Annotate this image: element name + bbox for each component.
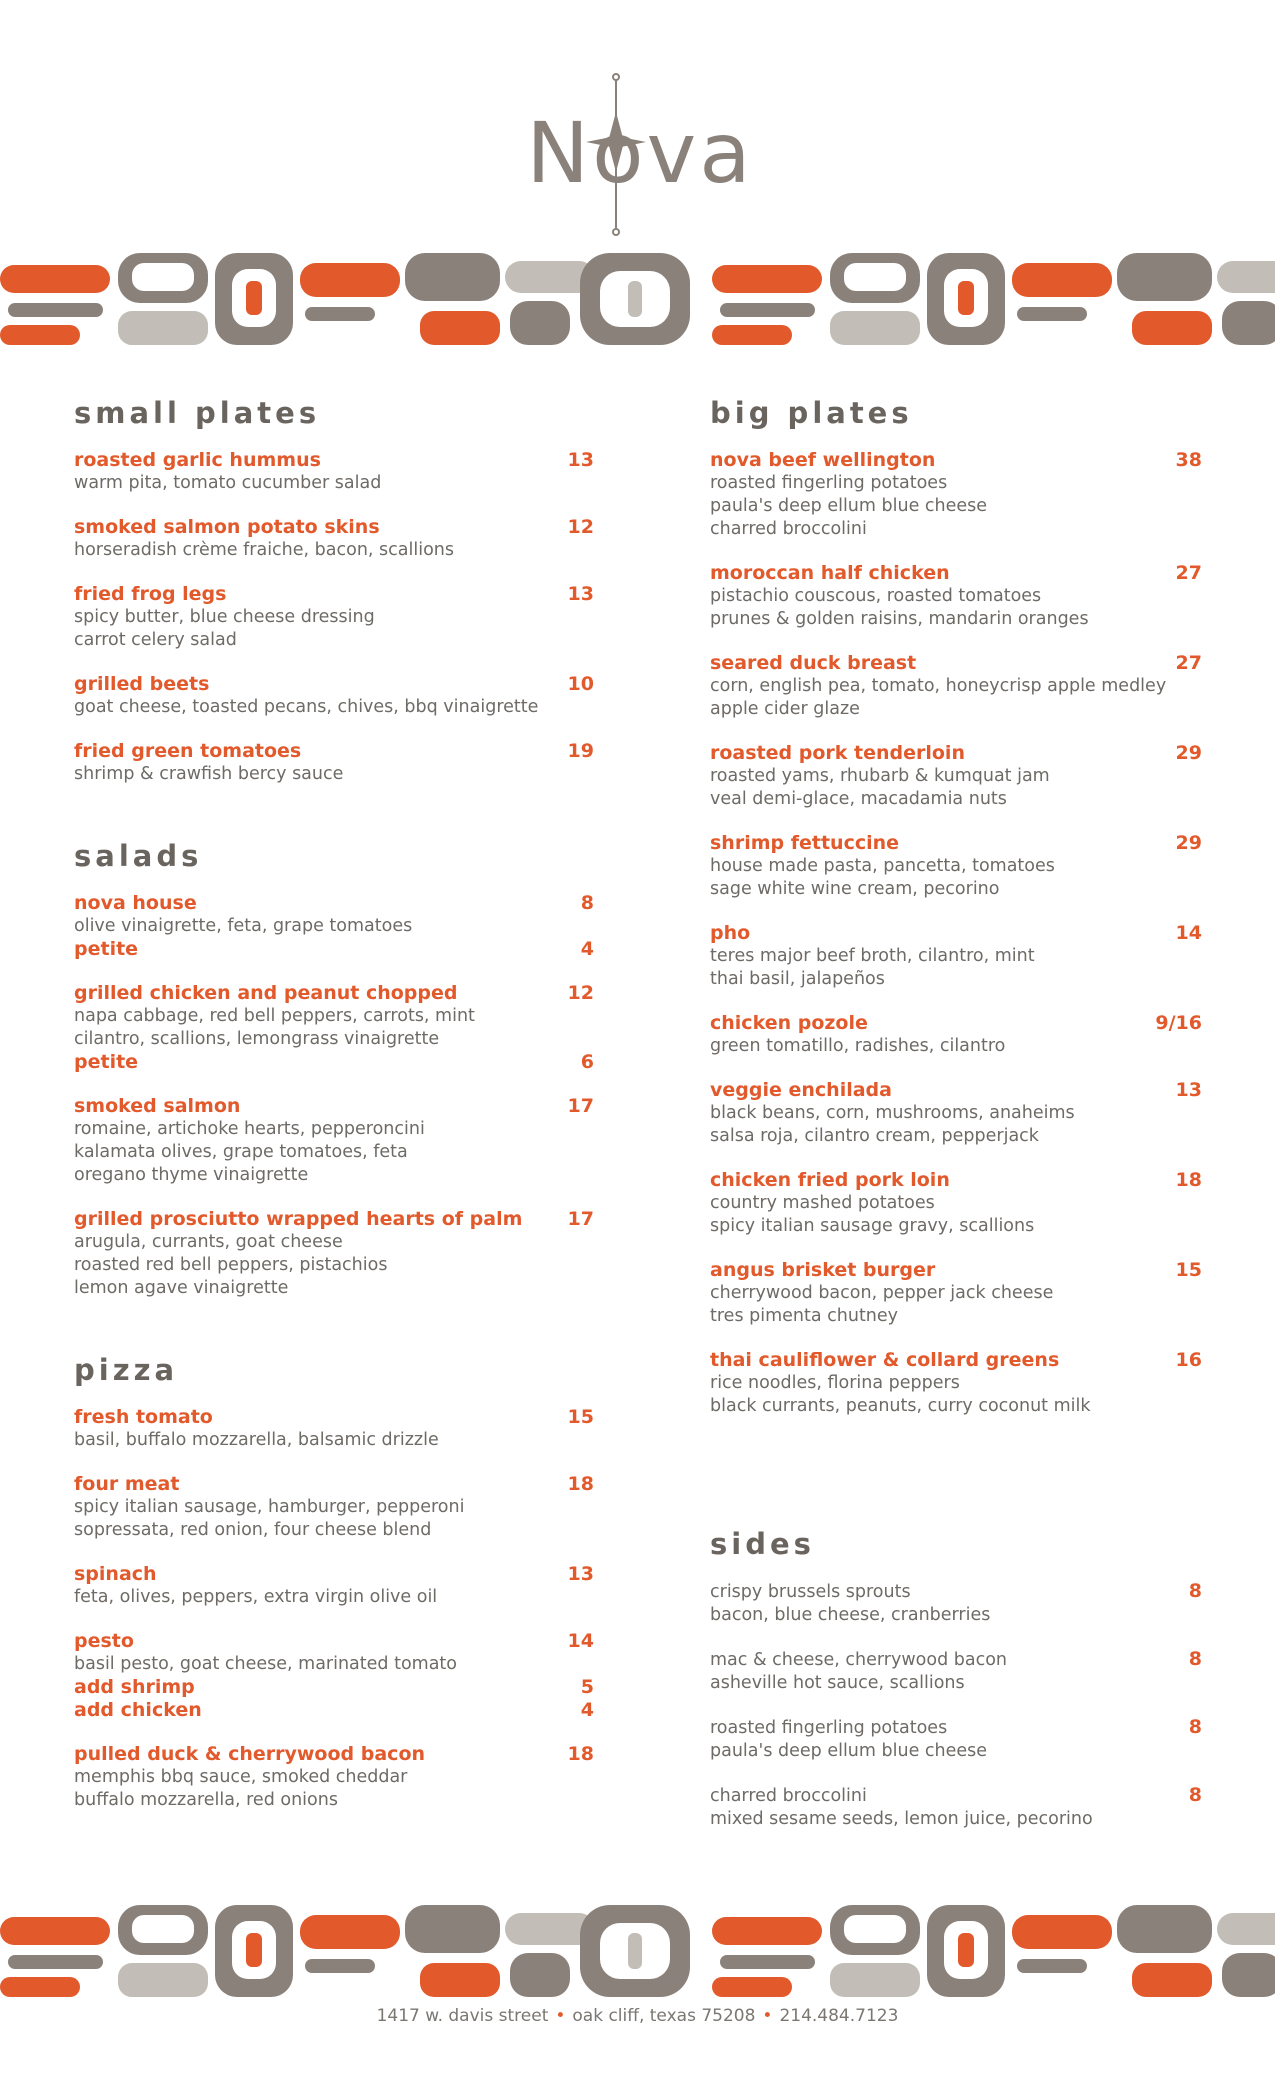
item-price: 13 — [567, 449, 594, 471]
item-sub-price: 4 — [580, 938, 594, 960]
menu-item — [710, 1648, 1202, 1695]
item-name: charred broccolini — [710, 1786, 867, 1806]
item-desc: shrimp & crawfish bercy sauce — [74, 764, 344, 784]
item-price: 38 — [1175, 449, 1202, 471]
separator-dot: • — [555, 2006, 566, 2026]
item-name: moroccan half chicken — [710, 562, 950, 584]
item-desc: kalamata olives, grape tomatoes, feta — [74, 1142, 408, 1162]
menu-item — [710, 1716, 1202, 1763]
item-desc: prunes & golden raisins, mandarin oranges — [710, 609, 1089, 629]
item-price: 18 — [567, 1743, 594, 1765]
item-desc: salsa roja, cilantro cream, pepperjack — [710, 1126, 1039, 1146]
item-desc: paula's deep ellum blue cheese — [710, 496, 988, 516]
item-desc: feta, olives, peppers, extra virgin olive oil — [74, 1587, 438, 1607]
item-name: four meat — [74, 1473, 180, 1495]
footer-address: 1417 w. davis street — [376, 2006, 549, 2026]
item-desc: green tomatillo, radishes, cilantro — [710, 1036, 1006, 1056]
menu-right-column — [710, 395, 1202, 1852]
pizza-section — [74, 1352, 594, 1812]
section-title-sides: sides — [710, 1527, 815, 1561]
menu-item — [710, 1012, 1202, 1058]
item-desc: asheville hot sauce, scallions — [710, 1673, 965, 1693]
menu-item — [710, 1784, 1202, 1831]
item-price: 8 — [1188, 1648, 1202, 1670]
menu-item — [710, 449, 1202, 541]
section-title-big-plates: big plates — [710, 396, 913, 430]
item-name: smoked salmon potato skins — [74, 516, 380, 538]
item-desc: paula's deep ellum blue cheese — [710, 1741, 988, 1761]
item-desc: basil pesto, goat cheese, marinated tomato — [74, 1654, 457, 1674]
menu-item — [710, 1169, 1202, 1238]
item-price: 14 — [1175, 922, 1202, 944]
item-name: angus brisket burger — [710, 1259, 936, 1281]
item-desc: spicy butter, blue cheese dressing — [74, 607, 375, 627]
menu-item — [74, 1630, 594, 1722]
item-price: 12 — [567, 982, 594, 1004]
item-price: 8 — [580, 892, 594, 914]
item-name: crispy brussels sprouts — [710, 1582, 911, 1602]
item-name: pesto — [74, 1630, 134, 1652]
item-price: 13 — [567, 583, 594, 605]
item-desc: teres major beef broth, cilantro, mint — [710, 946, 1035, 966]
item-desc: spicy italian sausage, hamburger, pepperoni — [74, 1497, 465, 1517]
item-desc: sopressata, red onion, four cheese blend — [74, 1520, 432, 1540]
item-name: grilled chicken and peanut chopped — [74, 982, 458, 1004]
item-name: nova beef wellington — [710, 449, 936, 471]
menu-item — [74, 1563, 594, 1609]
item-desc: arugula, currants, goat cheese — [74, 1232, 343, 1252]
item-desc: lemon agave vinaigrette — [74, 1278, 289, 1298]
item-desc: napa cabbage, red bell peppers, carrots, mint — [74, 1006, 475, 1026]
decorative-band-top — [0, 253, 1275, 348]
menu-item — [74, 449, 594, 495]
item-name: roasted garlic hummus — [74, 449, 321, 471]
item-desc: mixed sesame seeds, lemon juice, pecorino — [710, 1809, 1093, 1829]
item-desc: roasted red bell peppers, pistachios — [74, 1255, 388, 1275]
item-name: grilled beets — [74, 673, 210, 695]
item-name: smoked salmon — [74, 1095, 241, 1117]
menu-item — [710, 1580, 1202, 1627]
menu-item — [74, 1095, 594, 1187]
item-desc: tres pimenta chutney — [710, 1306, 899, 1326]
item-price: 16 — [1175, 1349, 1202, 1371]
item-price: 15 — [1175, 1259, 1202, 1281]
nova-logo — [520, 70, 760, 245]
item-desc: olive vinaigrette, feta, grape tomatoes — [74, 916, 413, 936]
item-desc: cherrywood bacon, pepper jack cheese — [710, 1283, 1054, 1303]
item-desc: sage white wine cream, pecorino — [710, 879, 1000, 899]
addon-price: 5 — [580, 1676, 594, 1698]
item-desc: cilantro, scallions, lemongrass vinaigrette — [74, 1029, 440, 1049]
menu-item — [74, 982, 594, 1074]
menu-item — [74, 1208, 594, 1300]
item-price: 18 — [1175, 1169, 1202, 1191]
salads-section — [74, 838, 594, 1300]
item-sub-name: petite — [74, 938, 139, 960]
sides-section — [710, 1526, 1202, 1831]
item-price: 17 — [567, 1208, 594, 1230]
item-desc: apple cider glaze — [710, 699, 860, 719]
small-plates-section — [74, 395, 594, 786]
menu-item — [74, 673, 594, 719]
item-desc: bacon, blue cheese, cranberries — [710, 1605, 991, 1625]
menu-item — [710, 562, 1202, 631]
item-desc: romaine, artichoke hearts, pepperoncini — [74, 1119, 425, 1139]
item-name: pho — [710, 922, 751, 944]
item-price: 29 — [1175, 832, 1202, 854]
item-price: 9/16 — [1155, 1012, 1202, 1034]
menu-left-column — [74, 395, 594, 1833]
menu-item — [710, 1349, 1202, 1418]
item-price: 8 — [1188, 1580, 1202, 1602]
item-price: 12 — [567, 516, 594, 538]
footer-city: oak cliff, texas 75208 — [572, 2006, 756, 2026]
item-desc: roasted fingerling potatoes — [710, 473, 948, 493]
item-desc: thai basil, jalapeños — [710, 969, 885, 989]
item-sub-price: 6 — [580, 1051, 594, 1073]
big-plates-section — [710, 395, 1202, 1418]
menu-item — [710, 742, 1202, 811]
item-price: 13 — [1175, 1079, 1202, 1101]
item-price: 8 — [1188, 1784, 1202, 1806]
item-desc: horseradish crème fraiche, bacon, scallions — [74, 540, 455, 560]
item-name: thai cauliflower & collard greens — [710, 1349, 1060, 1371]
separator-dot: • — [762, 2006, 773, 2026]
item-name: chicken pozole — [710, 1012, 868, 1034]
item-name: nova house — [74, 892, 197, 914]
logo-wordmark: Nova — [526, 104, 754, 202]
item-desc: country mashed potatoes — [710, 1193, 935, 1213]
item-price: 8 — [1188, 1716, 1202, 1738]
item-name: fresh tomato — [74, 1406, 213, 1428]
item-desc: buffalo mozzarella, red onions — [74, 1790, 338, 1810]
item-name: mac & cheese, cherrywood bacon — [710, 1650, 1007, 1670]
section-title-pizza: pizza — [74, 1353, 179, 1387]
item-desc: oregano thyme vinaigrette — [74, 1165, 309, 1185]
item-name: chicken fried pork loin — [710, 1169, 950, 1191]
menu-item — [74, 583, 594, 652]
item-price: 27 — [1175, 562, 1202, 584]
item-desc: carrot celery salad — [74, 630, 237, 650]
addon-price: 4 — [580, 1699, 594, 1721]
decorative-band-bottom — [0, 1905, 1275, 2000]
menu-item — [710, 652, 1202, 721]
item-price: 10 — [567, 673, 594, 695]
item-price: 29 — [1175, 742, 1202, 764]
item-name: grilled prosciutto wrapped hearts of palm — [74, 1208, 523, 1230]
addon-name: add shrimp — [74, 1676, 195, 1698]
menu-item — [74, 1743, 594, 1812]
footer-phone[interactable]: 214.484.7123 — [779, 2006, 899, 2026]
item-name: spinach — [74, 1563, 157, 1585]
menu-item — [710, 1259, 1202, 1328]
item-price: 19 — [567, 740, 594, 762]
item-desc: memphis bbq sauce, smoked cheddar — [74, 1767, 408, 1787]
item-name: roasted pork tenderloin — [710, 742, 965, 764]
menu-item — [74, 740, 594, 786]
item-desc: roasted yams, rhubarb & kumquat jam — [710, 766, 1050, 786]
item-name: shrimp fettuccine — [710, 832, 900, 854]
item-price: 17 — [567, 1095, 594, 1117]
item-desc: basil, buffalo mozzarella, balsamic drizzle — [74, 1430, 439, 1450]
item-desc: corn, english pea, tomato, honeycrisp apple medley — [710, 676, 1167, 696]
menu-item — [74, 1473, 594, 1542]
item-price: 14 — [567, 1630, 594, 1652]
item-price: 18 — [567, 1473, 594, 1495]
item-name: seared duck breast — [710, 652, 917, 674]
footer-contact — [0, 2006, 1275, 2026]
menu-item — [710, 832, 1202, 901]
item-price: 27 — [1175, 652, 1202, 674]
item-price: 15 — [567, 1406, 594, 1428]
item-desc: veal demi-glace, macadamia nuts — [710, 789, 1007, 809]
item-desc: warm pita, tomato cucumber salad — [74, 473, 382, 493]
item-name: roasted fingerling potatoes — [710, 1718, 948, 1738]
item-price: 13 — [567, 1563, 594, 1585]
item-desc: spicy italian sausage gravy, scallions — [710, 1216, 1035, 1236]
item-name: veggie enchilada — [710, 1079, 892, 1101]
item-name: pulled duck & cherrywood bacon — [74, 1743, 426, 1765]
menu-item — [74, 892, 594, 961]
item-desc: black beans, corn, mushrooms, anaheims — [710, 1103, 1075, 1123]
item-desc: charred broccolini — [710, 519, 867, 539]
item-name: fried frog legs — [74, 583, 227, 605]
item-name: fried green tomatoes — [74, 740, 302, 762]
item-desc: pistachio couscous, roasted tomatoes — [710, 586, 1042, 606]
item-desc: rice noodles, florina peppers — [710, 1373, 960, 1393]
menu-item — [710, 922, 1202, 991]
item-desc: house made pasta, pancetta, tomatoes — [710, 856, 1055, 876]
item-desc: goat cheese, toasted pecans, chives, bbq vinaigrette — [74, 697, 539, 717]
menu-item — [710, 1079, 1202, 1148]
menu-item — [74, 1406, 594, 1452]
menu-item — [74, 516, 594, 562]
addon-name: add chicken — [74, 1699, 202, 1721]
section-title-salads: salads — [74, 839, 203, 873]
section-title-small-plates: small plates — [74, 396, 321, 430]
item-sub-name: petite — [74, 1051, 139, 1073]
item-desc: black currants, peanuts, curry coconut milk — [710, 1396, 1091, 1416]
